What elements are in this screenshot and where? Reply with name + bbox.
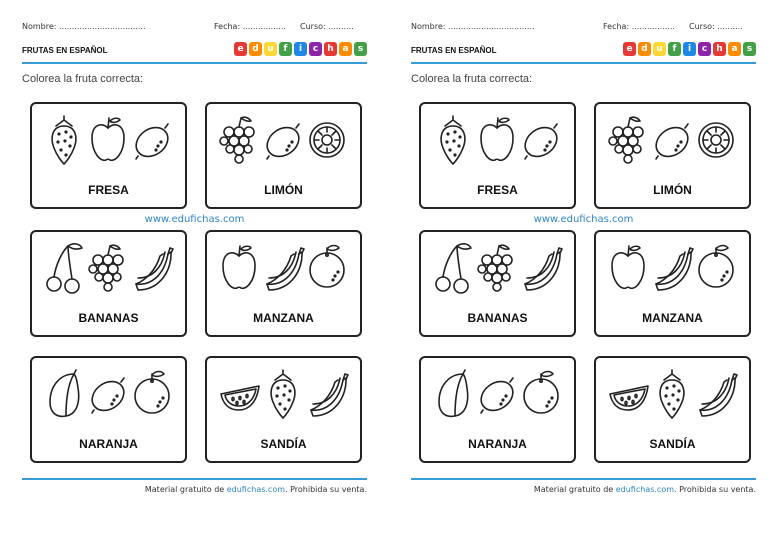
fruit-card-label: MANZANA bbox=[642, 311, 703, 325]
fecha-field[interactable]: Fecha: ................. bbox=[603, 22, 675, 31]
logo-letter: u bbox=[653, 42, 666, 56]
fruit-card-label: SANDÍA bbox=[260, 437, 307, 451]
fruit-card-label: LIMÓN bbox=[653, 183, 692, 197]
header-divider bbox=[22, 62, 367, 64]
kiwi-icon[interactable] bbox=[696, 112, 738, 166]
bananas-icon[interactable] bbox=[696, 366, 738, 420]
fecha-field[interactable]: Fecha: ................. bbox=[214, 22, 286, 31]
fruit-row bbox=[32, 112, 185, 168]
watermelon-icon[interactable] bbox=[608, 366, 650, 420]
grapes-icon[interactable] bbox=[88, 240, 130, 294]
footer-text bbox=[534, 485, 756, 494]
footer-pre: Material gratuito de bbox=[144, 485, 227, 494]
logo-letter: f bbox=[668, 42, 681, 56]
logo-letter: a bbox=[728, 42, 741, 56]
apple-icon[interactable] bbox=[608, 240, 650, 294]
footer-link[interactable]: edufichas.com bbox=[226, 485, 286, 494]
bananas-icon[interactable] bbox=[132, 240, 174, 294]
fruit-card bbox=[205, 102, 362, 209]
logo-letter: h bbox=[324, 42, 337, 56]
logo-letter: e bbox=[623, 42, 636, 56]
title-row bbox=[22, 42, 367, 62]
grapes-icon[interactable] bbox=[219, 112, 261, 166]
footer-text bbox=[145, 485, 367, 494]
logo-letter: h bbox=[713, 42, 726, 56]
footer-link[interactable]: edufichas.com bbox=[615, 485, 675, 494]
lemon-icon[interactable] bbox=[88, 366, 130, 420]
bananas-icon[interactable] bbox=[263, 240, 305, 294]
logo-letter: e bbox=[234, 42, 247, 56]
curso-field[interactable]: Curso: .......... bbox=[300, 22, 354, 31]
lemon-icon[interactable] bbox=[263, 112, 305, 166]
header-divider bbox=[411, 62, 756, 64]
apple-icon[interactable] bbox=[219, 240, 261, 294]
grapes-icon[interactable] bbox=[608, 112, 650, 166]
apple-icon[interactable] bbox=[88, 112, 130, 166]
logo-letter: f bbox=[279, 42, 292, 56]
cherries-icon[interactable] bbox=[44, 240, 86, 294]
instructions: Colorea la fruta correcta: bbox=[22, 73, 144, 85]
fruit-row bbox=[596, 366, 749, 422]
fruit-card-label: BANANAS bbox=[78, 311, 139, 325]
fruit-row bbox=[207, 366, 360, 422]
cherries-icon[interactable] bbox=[433, 240, 475, 294]
bananas-icon[interactable] bbox=[521, 240, 563, 294]
fruit-card bbox=[30, 356, 187, 463]
watermelon-icon[interactable] bbox=[219, 366, 261, 420]
fruit-card-label: BANANAS bbox=[467, 311, 528, 325]
title-row bbox=[411, 42, 756, 62]
fruit-card-label: FRESA bbox=[88, 183, 129, 197]
orange-icon[interactable] bbox=[521, 366, 563, 420]
fruit-row bbox=[596, 112, 749, 168]
logo-letter: i bbox=[683, 42, 696, 56]
worksheet-right bbox=[411, 0, 756, 543]
fruit-row bbox=[32, 366, 185, 422]
fruit-card bbox=[594, 356, 751, 463]
fruit-card-label: SANDÍA bbox=[649, 437, 696, 451]
fruit-row bbox=[421, 112, 574, 168]
fruit-card-label: NARANJA bbox=[468, 437, 527, 451]
edufichas-logo bbox=[234, 42, 367, 56]
logo-letter: d bbox=[638, 42, 651, 56]
worksheet-title: FRUTAS EN ESPAÑOL bbox=[22, 46, 108, 55]
footer-divider bbox=[22, 478, 367, 480]
bananas-icon[interactable] bbox=[652, 240, 694, 294]
nombre-field[interactable]: Nombre: .................................. bbox=[411, 22, 535, 31]
fruit-card-label: LIMÓN bbox=[264, 183, 303, 197]
fruit-card-label: MANZANA bbox=[253, 311, 314, 325]
footer-post: . Prohibida su venta. bbox=[674, 485, 756, 494]
orange-icon[interactable] bbox=[696, 240, 738, 294]
fruit-card bbox=[30, 102, 187, 209]
footer-post: . Prohibida su venta. bbox=[285, 485, 367, 494]
logo-letter: d bbox=[249, 42, 262, 56]
footer-divider bbox=[411, 478, 756, 480]
fruit-card bbox=[419, 102, 576, 209]
orange-icon[interactable] bbox=[307, 240, 349, 294]
strawberry-icon[interactable] bbox=[652, 366, 694, 420]
logo-letter: s bbox=[354, 42, 367, 56]
fruit-card bbox=[205, 356, 362, 463]
worksheet-left bbox=[22, 0, 367, 543]
mango-icon[interactable] bbox=[44, 366, 86, 420]
bananas-icon[interactable] bbox=[307, 366, 349, 420]
logo-letter: s bbox=[743, 42, 756, 56]
orange-icon[interactable] bbox=[132, 366, 174, 420]
fruit-card bbox=[594, 230, 751, 337]
nombre-field[interactable]: Nombre: .................................. bbox=[22, 22, 146, 31]
fruit-row bbox=[421, 366, 574, 422]
logo-letter: u bbox=[264, 42, 277, 56]
instructions: Colorea la fruta correcta: bbox=[411, 73, 533, 85]
fruit-row bbox=[32, 240, 185, 296]
logo-letter: a bbox=[339, 42, 352, 56]
fruit-row bbox=[596, 240, 749, 296]
fruit-card-label: NARANJA bbox=[79, 437, 138, 451]
grapes-icon[interactable] bbox=[477, 240, 519, 294]
fruit-card bbox=[594, 102, 751, 209]
website-link[interactable]: www.edufichas.com bbox=[144, 214, 245, 225]
strawberry-icon[interactable] bbox=[433, 112, 475, 166]
worksheet-title: FRUTAS EN ESPAÑOL bbox=[411, 46, 497, 55]
logo-letter: c bbox=[309, 42, 322, 56]
fruit-row bbox=[421, 240, 574, 296]
footer-pre: Material gratuito de bbox=[533, 485, 616, 494]
strawberry-icon[interactable] bbox=[263, 366, 305, 420]
logo-letter: c bbox=[698, 42, 711, 56]
fruit-card bbox=[30, 230, 187, 337]
lemon-icon[interactable] bbox=[652, 112, 694, 166]
curso-field[interactable]: Curso: .......... bbox=[689, 22, 743, 31]
kiwi-icon[interactable] bbox=[307, 112, 349, 166]
mango-icon[interactable] bbox=[433, 366, 475, 420]
fruit-card bbox=[205, 230, 362, 337]
strawberry-icon[interactable] bbox=[44, 112, 86, 166]
lemon-icon[interactable] bbox=[521, 112, 563, 166]
website-link[interactable]: www.edufichas.com bbox=[533, 214, 634, 225]
fruit-row bbox=[207, 112, 360, 168]
logo-letter: i bbox=[294, 42, 307, 56]
lemon-icon[interactable] bbox=[477, 366, 519, 420]
fruit-card bbox=[419, 230, 576, 337]
lemon-icon[interactable] bbox=[132, 112, 174, 166]
fruit-row bbox=[207, 240, 360, 296]
edufichas-logo bbox=[623, 42, 756, 56]
fruit-card-label: FRESA bbox=[477, 183, 518, 197]
fruit-card bbox=[419, 356, 576, 463]
apple-icon[interactable] bbox=[477, 112, 519, 166]
